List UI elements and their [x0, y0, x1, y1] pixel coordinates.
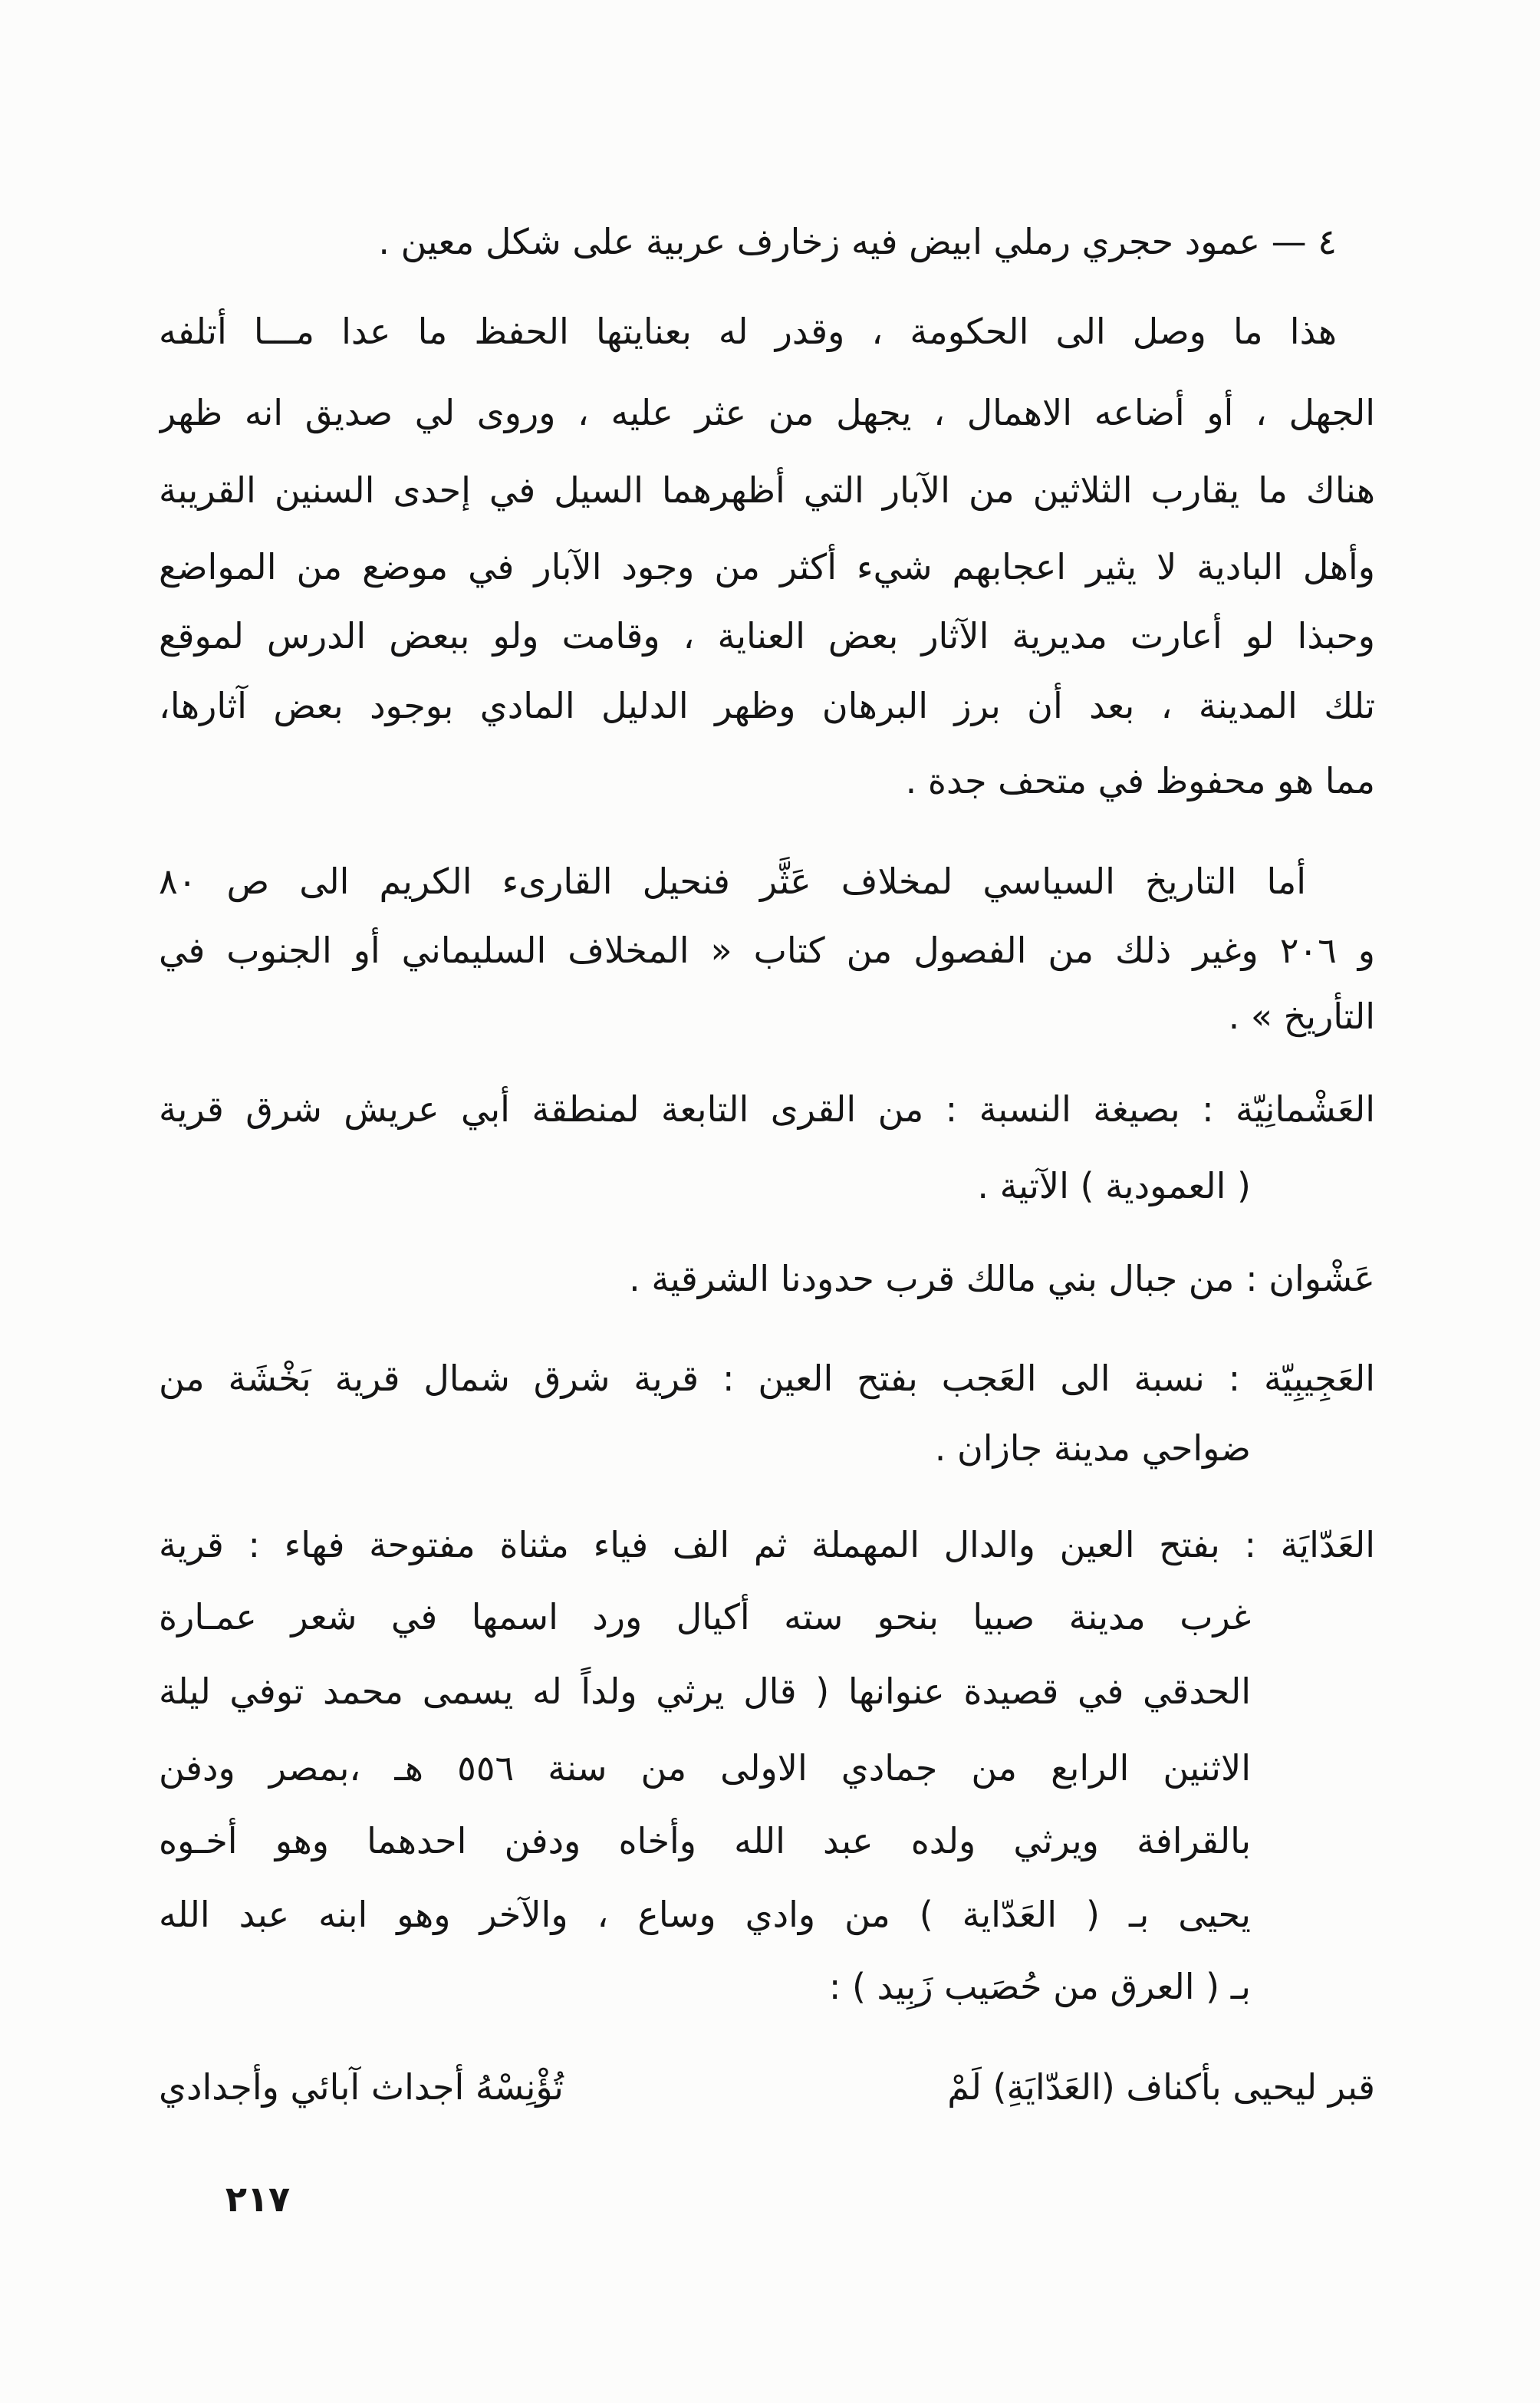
entry-line: ضواحي مدينة جازان .	[934, 1427, 1251, 1469]
text-line: الجهل ، أو أضاعه الاهمال ، يجهل من عثر عليه ، وروى لي صديق انه ظهر	[159, 392, 1375, 433]
page-number: ٢١٧	[225, 2178, 291, 2220]
text-line: التأريخ » .	[1228, 996, 1375, 1037]
text-line: أما التاريخ السياسي لمخلاف عَثَّر فنحيل القارىء الكريم الى ص ٨٠	[159, 861, 1306, 902]
poetry-verse	[159, 2059, 1375, 2115]
entry-line: الاثنين الرابع من جمادي الاولى من سنة ٥٥٦ هـ ،بمصر ودفن	[159, 1747, 1251, 1789]
entry-line: بـ ( العرق من حُصَيب زَبِيد ) :	[828, 1966, 1251, 2007]
text-line: وحبذا لو أعارت مديرية الآثار بعض العناية ، وقامت ولو ببعض الدرس لموقع	[159, 615, 1375, 657]
text-line: وأهل البادية لا يثير اعجابهم شيء أكثر من وجود الآبار في موضع من المواضع	[159, 546, 1375, 588]
entry-line: العَجِيبِيّة : نسبة الى العَجب بفتح العين : قرية شرق شمال قرية بَخْشَة من	[159, 1358, 1375, 1399]
text-line: تلك المدينة ، بعد أن برز البرهان وظهر الدليل المادي بوجود بعض آثارها،	[159, 685, 1375, 726]
list-item-4: ٤ — عمود حجري رملي ابيض فيه زخارف عربية على شكل معين .	[378, 221, 1337, 262]
entry-line: غرب مدينة صبيا بنحو سته أكيال ورد اسمها في شعر عمـارة	[159, 1596, 1251, 1638]
text-line: و ٢٠٦ وغير ذلك من الفصول من كتاب « المخلاف السليماني أو الجنوب في	[159, 930, 1375, 971]
text-line: هذا ما وصل الى الحكومة ، وقدر له بعنايتها الحفظ ما عدا مـــا أتلفه	[159, 311, 1337, 352]
text-line: هناك ما يقارب الثلاثين من الآبار التي أظهرهما السيل في إحدى السنين القريبة	[159, 469, 1375, 511]
entry-line: ( العمودية ) الآتية .	[977, 1165, 1251, 1206]
entry-line: العَشْمانِيّة : بصيغة النسبة : من القرى التابعة لمنطقة أبي عريش شرق قرية	[159, 1088, 1375, 1130]
entry-line: يحيى بـ ( العَدّاية ) من وادي وساع ، والآخر وهو ابنه عبد الله	[159, 1894, 1251, 1935]
verse-first-hemistich: قبر ليحيى بأكناف (العَدّايَةِ) لَمْ	[947, 2066, 1375, 2108]
entry-line: الحدقي في قصيدة عنوانها ( قال يرثي ولداً له يسمى محمد توفي ليلة	[159, 1671, 1251, 1712]
verse-second-hemistich: تُؤْنِسْهُ أجداث آبائي وأجدادي	[159, 2066, 564, 2108]
entry-line: بالقرافة ويرثي ولده عبد الله وأخاه ودفن احدهما وهو أخـوه	[159, 1820, 1251, 1862]
entry-line: عَشْوان : من جبال بني مالك قرب حدودنا الشرقية .	[629, 1258, 1375, 1299]
entry-line: العَدّايَة : بفتح العين والدال المهملة ثم الف فياء مثناة مفتوحة فهاء : قرية	[159, 1524, 1375, 1565]
text-line: مما هو محفوظ في متحف جدة .	[905, 760, 1375, 802]
